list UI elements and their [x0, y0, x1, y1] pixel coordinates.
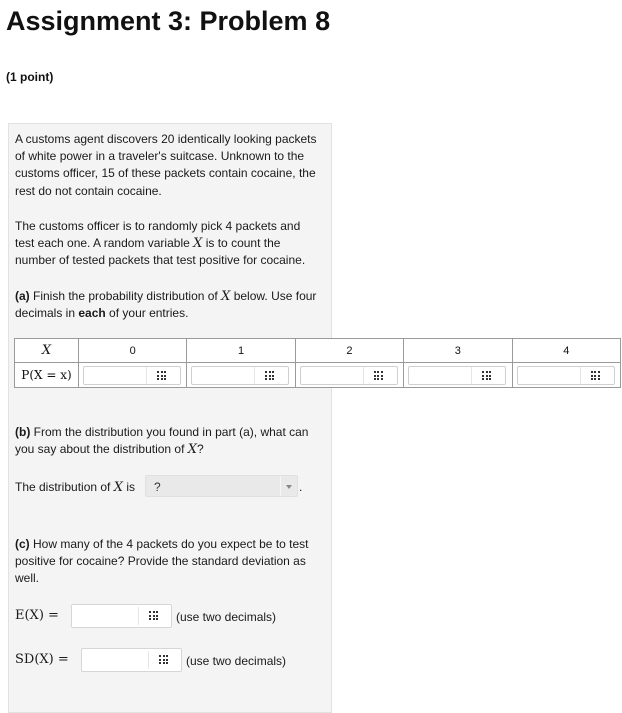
points-label: (1 point)	[6, 70, 54, 84]
prob-input-0-value[interactable]	[84, 367, 147, 384]
prob-input-1-value[interactable]	[192, 367, 255, 384]
part-c-label: (c)	[15, 537, 30, 551]
part-a-var: X	[221, 289, 231, 304]
prob-cell-0	[79, 363, 187, 388]
part-b-prompt	[15, 424, 320, 458]
table-row-label	[15, 363, 79, 388]
problem-setup	[15, 218, 320, 270]
part-a-text-3: of your entries.	[105, 306, 189, 321]
select-arrow[interactable]	[280, 476, 297, 496]
expected-value-input[interactable]	[71, 604, 172, 628]
dist-prompt-var: X	[113, 480, 123, 495]
prob-cell-4	[512, 363, 620, 388]
table-header-x1: 1	[187, 339, 295, 363]
part-a-text-1: Finish the probability distribution of	[29, 289, 222, 303]
part-a-bold: each	[78, 306, 106, 321]
problem-intro: A customs agent discovers 20 identically looking packets of white power in a traveler's suitcase. Unknown to the customs officer, 15 of these packets contain cocaine, the rest do not contain cocaine.	[15, 132, 317, 198]
sd-label	[15, 651, 85, 668]
prob-input-2-value[interactable]	[301, 367, 364, 384]
table-header-x4: 4	[512, 339, 620, 363]
table-header-x2: 2	[295, 339, 403, 363]
equation-editor-icon[interactable]	[374, 371, 384, 381]
prob-input-2[interactable]	[300, 366, 398, 385]
sd-label-text: SD(X) =	[15, 652, 69, 667]
chevron-down-icon	[286, 485, 292, 489]
distribution-table	[14, 338, 621, 388]
prob-input-1[interactable]	[191, 366, 289, 385]
table-row	[15, 363, 621, 388]
input-separator	[138, 607, 139, 625]
dist-prompt-text-1: The distribution of	[15, 480, 114, 494]
equation-editor-icon[interactable]	[482, 371, 492, 381]
part-c-prompt	[15, 536, 320, 588]
ex-label	[15, 607, 75, 624]
page-title: Assignment 3: Problem 8	[6, 6, 331, 36]
ex-hint: (use two decimals)	[176, 610, 277, 624]
part-b-text-1: From the distribution you found in part (a), what can you say about the distribution of	[15, 425, 309, 457]
distribution-select-value: ?	[154, 480, 161, 494]
setup-var: X	[193, 236, 203, 252]
input-separator	[148, 651, 149, 669]
prob-input-3[interactable]	[408, 366, 506, 385]
prob-cell-2	[295, 363, 403, 388]
equation-editor-icon[interactable]	[265, 371, 275, 381]
setup-text-a: The customs officer is to randomly pick 4 packets and test each one. A random variable	[15, 219, 301, 251]
table-header-x0: 0	[79, 339, 187, 363]
select-period: .	[299, 480, 303, 494]
table-header-var	[15, 339, 79, 363]
part-b-label: (b)	[15, 425, 31, 439]
prob-input-4-value[interactable]	[518, 367, 581, 384]
part-b-var: X	[187, 442, 198, 458]
part-a-label: (a)	[15, 289, 30, 303]
prob-input-3-value[interactable]	[409, 367, 472, 384]
distribution-prompt	[15, 479, 155, 496]
prob-input-4[interactable]	[517, 366, 615, 385]
standard-deviation-input[interactable]	[81, 648, 182, 672]
equation-editor-icon[interactable]	[591, 371, 601, 381]
standard-deviation-field[interactable]	[82, 649, 148, 671]
prob-cell-1	[187, 363, 295, 388]
sd-hint: (use two decimals)	[186, 654, 287, 668]
prob-input-0[interactable]	[83, 366, 181, 385]
distribution-select[interactable]	[145, 475, 298, 497]
prob-cell-3	[404, 363, 512, 388]
header-var-symbol: X	[41, 343, 52, 358]
dist-prompt-text-2: is	[122, 480, 135, 494]
equation-editor-icon[interactable]	[159, 655, 169, 665]
table-header-row	[15, 339, 621, 363]
part-a-prompt	[15, 288, 320, 322]
part-b-text-2: ?	[197, 442, 204, 457]
ex-label-text: E(X) =	[15, 608, 59, 623]
part-c-text: How many of the 4 packets do you expect be to test positive for cocaine? Provide the standard deviation as well.	[15, 537, 309, 586]
expected-value-field[interactable]	[72, 605, 138, 627]
equation-editor-icon[interactable]	[157, 371, 167, 381]
part-a-text-2: below. Use four decimals in	[15, 289, 317, 321]
row-label-text: P(X = x)	[21, 368, 72, 382]
setup-text-b: is to count the number of tested packets that test positive for cocaine.	[15, 236, 306, 268]
table-header-x3: 3	[404, 339, 512, 363]
equation-editor-icon[interactable]	[149, 611, 159, 621]
